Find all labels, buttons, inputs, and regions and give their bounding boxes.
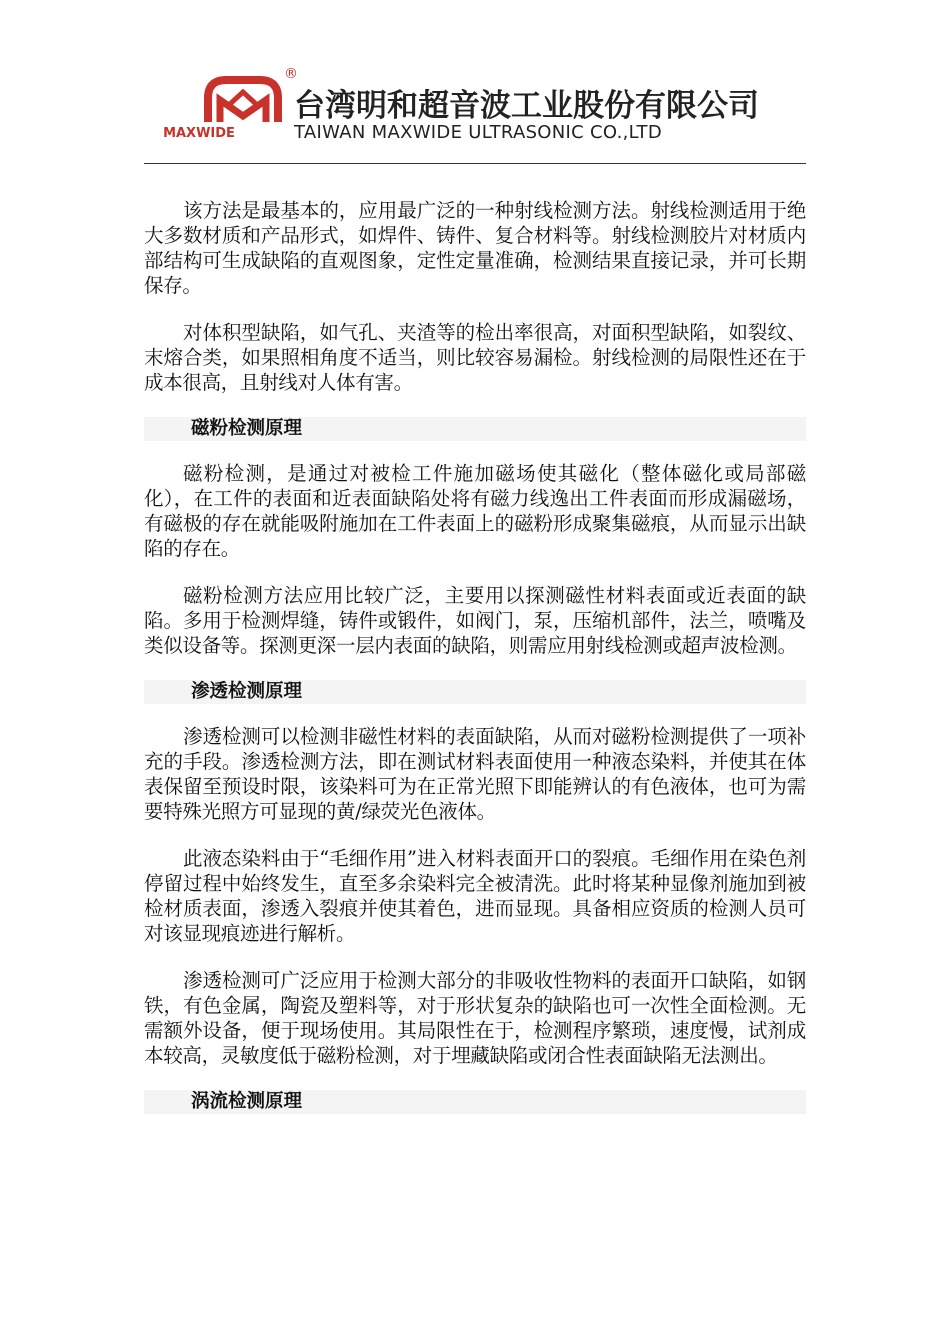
company-name-cn: 台湾明和超音波工业股份有限公司 [294, 88, 759, 124]
paragraph: 磁粉检测方法应用比较广泛，主要用以探测磁性材料表面或近表面的缺陷。多用于检测焊缝，铸件或锻件，如阀门，泵，压缩机部件，法兰，喷嘴及类似设备等。探测更深一层内表面的缺陷，则需应用射线检测或超声波检测。 [144, 584, 806, 657]
paragraph: 该方法是最基本的，应用最广泛的一种射线检测方法。射线检测适用于绝大多数材质和产品形式，如焊件、铸件、复合材料等。射线检测胶片对材质内部结构可生成缺陷的直观图象，定性定量准确，检测结果直接记录，并可长期保存。 [144, 199, 806, 297]
section-heading-penetrant: 渗透检测原理 [144, 680, 806, 704]
section-heading-magnetic: 磁粉检测原理 [144, 417, 806, 441]
page-header [144, 64, 806, 160]
paragraph: 此液态染料由于“毛细作用”进入材料表面开口的裂痕。毛细作用在染色剂停留过程中始终发生，直至多余染料完全被清洗。此时将某种显像剂施加到被检材质表面，渗透入裂痕并使其着色，进而显现。具备相应资质的检测人员可对该显现痕迹进行解析。 [144, 847, 806, 945]
header-divider [144, 163, 806, 164]
registered-mark: ® [284, 66, 298, 82]
company-name-en: TAIWAN MAXWIDE ULTRASONIC CO.,LTD [294, 122, 662, 143]
paragraph: 渗透检测可以检测非磁性材料的表面缺陷，从而对磁粉检测提供了一项补充的手段。渗透检测方法，即在测试材料表面使用一种液态染料，并使其在体表保留至预设时限，该染料可为在正常光照下即能辨认的有色液体，也可为需要特殊光照方可显现的黄/绿荧光色液体。 [144, 725, 806, 823]
paragraph: 渗透检测可广泛应用于检测大部分的非吸收性物料的表面开口缺陷，如钢铁，有色金属，陶瓷及塑料等，对于形状复杂的缺陷也可一次性全面检测。无需额外设备，便于现场使用。其局限性在于，检测程序繁琐，速度慢，试剂成本较高，灵敏度低于磁粉检测，对于埋藏缺陷或闭合性表面缺陷无法测出。 [144, 969, 806, 1067]
logo-text: MAXWIDE [163, 126, 235, 141]
section-heading-eddy-current: 涡流检测原理 [144, 1090, 806, 1114]
paragraph: 对体积型缺陷，如气孔、夹渣等的检出率很高，对面积型缺陷，如裂纹、末熔合类，如果照相角度不适当，则比较容易漏检。射线检测的局限性还在于成本很高，且射线对人体有害。 [144, 321, 806, 394]
document-body [144, 198, 806, 1134]
paragraph: 磁粉检测，是通过对被检工件施加磁场使其磁化（整体磁化或局部磁化），在工件的表面和近表面缺陷处将有磁力线逸出工件表面而形成漏磁场，有磁极的存在就能吸附施加在工件表面上的磁粉形成聚集磁痕，从而显示出缺陷的存在。 [144, 462, 806, 560]
